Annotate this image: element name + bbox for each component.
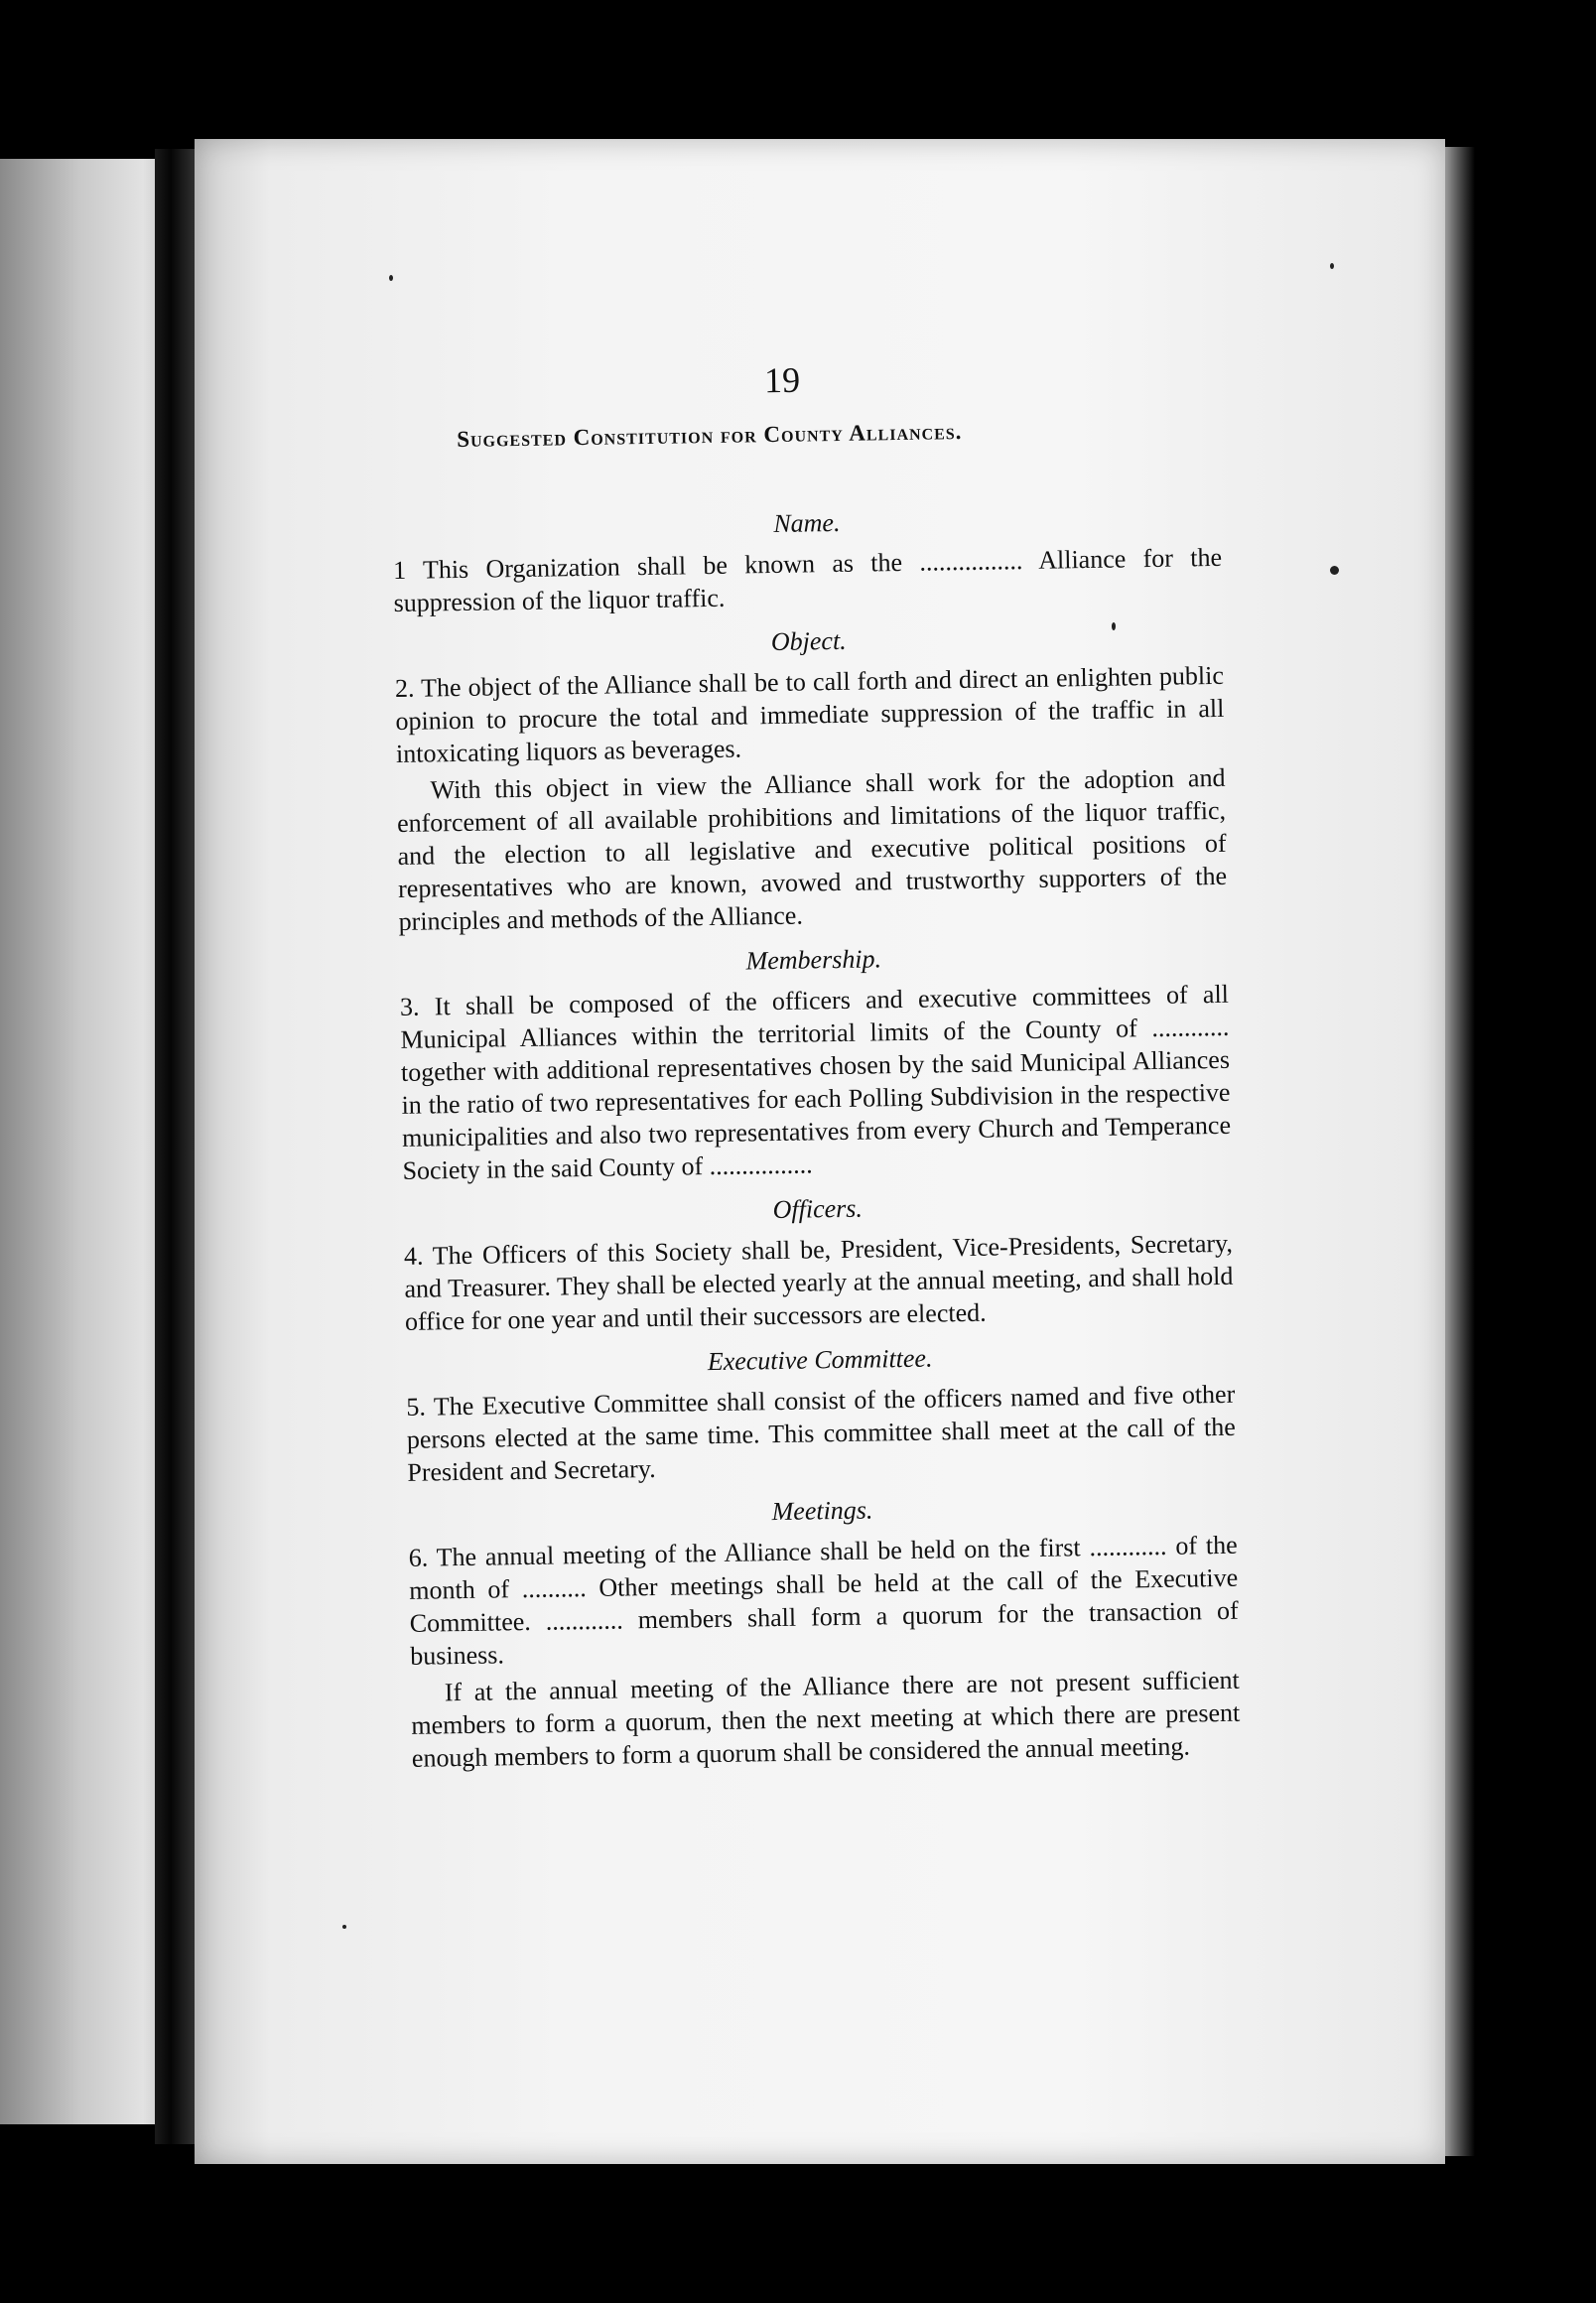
section-heading-meetings: Meetings. <box>771 1495 873 1527</box>
section-heading-officers: Officers. <box>772 1193 864 1225</box>
section-membership <box>399 937 1232 1187</box>
section-heading-name: Name. <box>773 507 841 538</box>
document-body <box>392 488 1241 1779</box>
section-officers <box>403 1186 1234 1338</box>
scan-speck <box>1330 263 1334 269</box>
page-title: Suggested Constitution for County Alliances. <box>457 419 963 452</box>
section-meetings <box>408 1488 1241 1775</box>
section-name <box>392 500 1223 619</box>
scan-speck <box>389 275 393 281</box>
facing-page-edge <box>0 159 179 2124</box>
paragraph-4: 4. The Officers of this Society shall be, President, Vice-Presidents, Secretary, and Treasurer. They shall be elected yearly at the annual meeting, and shall hold office for one year and until their successors are elected. <box>403 1228 1234 1336</box>
page-number: 19 <box>763 359 801 401</box>
page-edge-shadow <box>1445 147 1475 2156</box>
section-executive-committee <box>405 1337 1236 1489</box>
paragraph-1: 1 This Organization shall be known as the ................ Alliance for the suppression of the liquor traffic. <box>392 542 1223 617</box>
section-heading-executive-committee: Executive Committee. <box>707 1343 933 1377</box>
paragraph-6: 6. The annual meeting of the Alliance shall be held on the first ............ of the month of .......... Other meetings shall be held at the call of the Executive Committee. ............ members shall form a quorum for the transaction of business. <box>408 1530 1239 1671</box>
scan-speck <box>342 1925 346 1929</box>
scan-speck <box>1330 566 1339 575</box>
section-heading-membership: Membership. <box>745 944 882 976</box>
book-spine-gutter <box>155 149 195 2144</box>
paragraph-5: 5. The Executive Committee shall consist of the officers named and five other persons elected at the same time. This committee shall meet at the call of the President and Secretary. <box>406 1379 1236 1487</box>
section-object <box>394 618 1228 938</box>
paragraph-2b: With this object in view the Alliance shall work for the adoption and enforcement of all available prohibitions and limitations of the liquor traffic, and the election to all legislative and executive political positions of representatives who are known, avowed and trustworthy supporters of the principles and methods of the Alliance. <box>396 762 1228 936</box>
scan-speck <box>1112 622 1116 630</box>
paragraph-6b: If at the annual meeting of the Alliance there are not present sufficient members to form a quorum, then the next meeting at which there are present enough members to form a quorum shall be considered the annual meeting. <box>411 1665 1241 1773</box>
paragraph-2: 2. The object of the Alliance shall be to call forth and direct an enlighten public opinion to procure the total and immediate suppression of the traffic in all intoxicating liquors as beverages. <box>394 660 1225 768</box>
paragraph-3: 3. It shall be composed of the officers and executive committees of all Municipal Alliances within the territorial limits of the County of ............ together with additional representatives chosen by the said Municipal Alliances in the ratio of two representatives for each Polling Subdivision in the respective municipalities and also two representatives from every Church and Temperance Society in the said County of ................ <box>399 979 1232 1185</box>
section-heading-object: Object. <box>770 625 847 657</box>
